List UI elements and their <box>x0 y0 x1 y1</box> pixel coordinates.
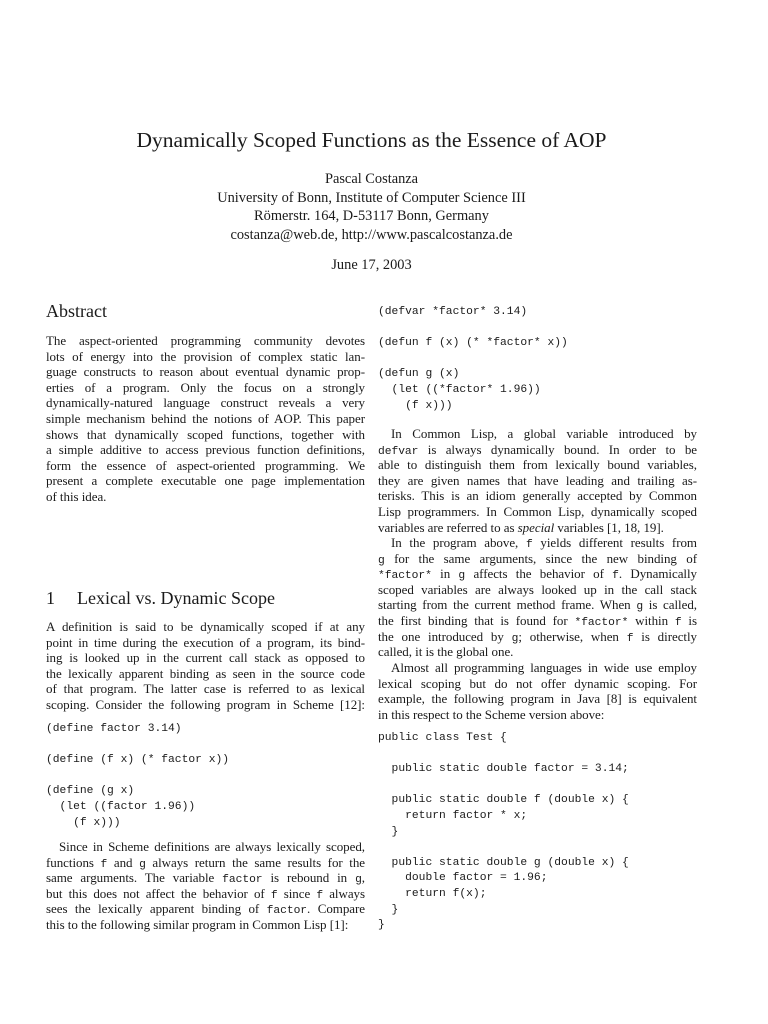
abstract-line: form the essence of aspect-oriented programming. We <box>46 457 365 473</box>
text-line: starting from the current method frame. When g is called, <box>378 597 697 614</box>
abstract-line: simple mechanism behind the notions of AOP. This paper <box>46 410 365 426</box>
abstract-text <box>46 333 365 505</box>
text-line: In the program above, f yields different results from <box>391 535 697 551</box>
text-line: In Common Lisp, a global variable introduced by <box>391 426 697 441</box>
abstract-line: lots of energy into the provision of complex static lan- <box>46 348 365 364</box>
section1-paragraph-2 <box>46 839 365 933</box>
text-line: example, the following program in Java [8] is equivalent <box>378 691 697 707</box>
author-address: Römerstr. 164, D-53117 Bonn, Germany <box>254 208 489 224</box>
abstract-line: shows that dynamically scoped functions, together with <box>46 426 365 442</box>
text-line: this to the following similar program in Common Lisp [1]: <box>46 916 349 932</box>
text-line: Almost all programming languages in wide use employ <box>391 660 697 675</box>
text-line: same arguments. The variable factor is rebound in g, <box>46 870 365 887</box>
paper-title: Dynamically Scoped Functions as the Essence of AOP <box>136 128 607 152</box>
text-line: in this respect to the Scheme version above: <box>378 706 605 722</box>
text-line: defvar is always dynamically bound. In order to be <box>378 441 697 458</box>
text-line: *factor* in g affects the behavior of f. Dynamically <box>378 566 697 583</box>
text-line: the one introduced by g; otherwise, when f is directly <box>378 628 697 645</box>
text-line: A definition is said to be dynamically scoped if at any <box>46 619 365 634</box>
text-line: scoping. Consider the following program in Scheme [12]: <box>46 696 365 712</box>
author-affiliation: University of Bonn, Institute of Computer Science III <box>217 189 526 206</box>
text-line: g for the same arguments, since the new binding of <box>378 550 697 567</box>
section1-paragraph-1 <box>46 619 365 713</box>
text-line: lexical scoping but do not offer dynamic scoping. For <box>378 675 697 691</box>
text-line: point in time during the execution of a program, its bind- <box>46 634 365 650</box>
lisp-code-listing: (defvar *factor* 3.14) (defun f (x) (* *factor* x)) (defun g (x) (let ((*factor* 1.96)) (f x))) <box>378 306 568 412</box>
text-line: sees the lexically apparent binding of factor. Compare <box>46 901 365 918</box>
right-paragraph-3 <box>378 660 697 722</box>
scheme-code-listing: (define factor 3.14) (define (f x) (* factor x)) (define (g x) (let ((factor 1.96)) (f x))) <box>46 723 230 829</box>
text-line: terisks. This is an idiom generally accepted by Common <box>378 488 697 504</box>
right-paragraph-2 <box>378 535 697 660</box>
section-title: Lexical vs. Dynamic Scope <box>77 588 275 608</box>
section-number: 1 <box>46 588 55 608</box>
author-name: Pascal Costanza <box>324 171 419 187</box>
abstract-heading: Abstract <box>46 301 107 321</box>
text-line: functions f and g always return the same results for the <box>46 854 366 871</box>
abstract-line: erties of a program. Only the focus on a strongly <box>46 379 365 395</box>
abstract-line: present a complete executable one page implementation <box>46 473 365 489</box>
text-line: scoped variables are always looked up in the call stack <box>378 581 697 597</box>
text-line: but this does not affect the behavior of f since f always <box>46 885 366 902</box>
java-code-listing: public class Test { public static double factor = 3.14; public static double f (double x) { return factor * x; } public static double g (double x) { double factor = 1.96; return f(x); } } <box>378 732 629 932</box>
abstract-line: dynamically-natured language construct reveals a very <box>46 395 365 411</box>
abstract-line: guage constructs to reason about eventual dynamic prop- <box>46 364 365 380</box>
text-line: of that program. The latter case is referred to as lexical <box>46 681 365 697</box>
right-paragraph-1 <box>378 426 697 535</box>
author-block <box>0 170 743 244</box>
author-contact: costanza@web.de, http://www.pascalcostanza.de <box>230 226 513 243</box>
abstract-line: a simple additive to access previous function definitions, <box>46 442 365 458</box>
text-line: called, it is the global one. <box>378 644 514 660</box>
section-heading <box>46 586 275 610</box>
text-line: variables are referred to as special variables [1, 18, 19]. <box>378 519 664 535</box>
text-line: the lexically apparent binding as seen in the source code <box>46 665 365 681</box>
text-line: ing is looked up in the current call stack as opposed to <box>46 650 365 666</box>
abstract-line: of this idea. <box>46 488 107 504</box>
text-line: Lisp programmers. In Common Lisp, dynamically scoped <box>378 503 697 519</box>
abstract-line: The aspect-oriented programming community devotes <box>46 333 365 348</box>
text-line: able to distinguish them from lexically bound variables, <box>378 457 697 473</box>
text-line: the first binding that is found for *factor* within f is <box>378 612 697 629</box>
paper-date: June 17, 2003 <box>331 257 412 273</box>
text-line: Since in Scheme definitions are always lexically scoped, <box>59 839 365 854</box>
text-line: they are given names that have leading and trailing as- <box>378 472 697 488</box>
